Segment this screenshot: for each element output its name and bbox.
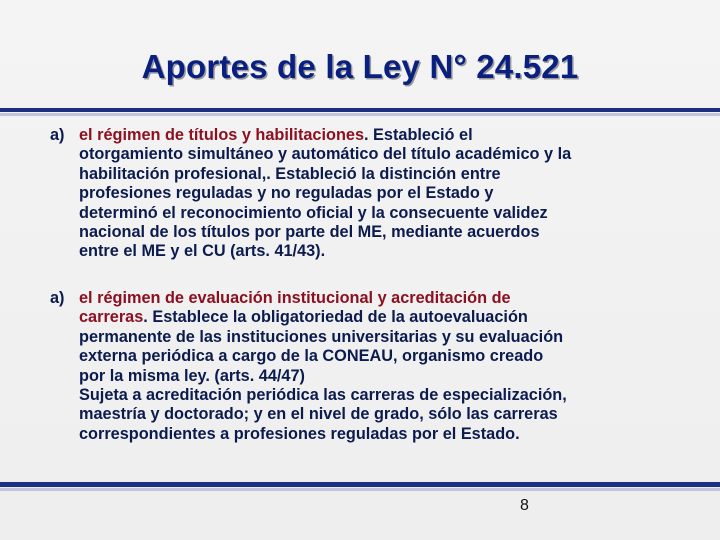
slide-title: Aportes de la Ley N° 24.521 xyxy=(141,48,579,85)
list-item xyxy=(50,289,695,444)
top-rule xyxy=(0,108,720,112)
list-marker: a) xyxy=(50,289,65,307)
list-marker: a) xyxy=(50,126,65,144)
list-item-body xyxy=(79,126,695,262)
bottom-rule-shadow xyxy=(0,488,720,491)
highlighted-topic: el régimen de evaluación institucional y acreditación de carreras xyxy=(79,289,511,327)
top-rule-shadow xyxy=(0,113,720,116)
page-number: 8 xyxy=(520,497,529,514)
item-text: . Estableció el otorgamiento simultáneo y automático del título académico y la habilitación profesional,. Estableció la distinción entre profesiones reguladas y no reguladas por el Estado y determinó el reconocimiento oficial y la consecuente validez nacional de los títulos por parte del ME, mediante acuerdos entre el ME y el CU (arts. 41/43). xyxy=(79,126,572,261)
list-item-body xyxy=(79,289,695,444)
bottom-rule xyxy=(0,482,720,487)
list-item xyxy=(50,126,695,262)
item-text: . Establece la obligatoriedad de la autoevaluación permanente de las instituciones universitarias y su evaluación externa periódica a cargo de la CONEAU, organismo creado por la misma ley. (arts. 44/47) Sujeta a acreditación periódica las carreras de especialización, maestría y doctorado; y en el nivel de grado, sólo las carreras correspondientes a profesiones reguladas por el Estado. xyxy=(79,308,567,443)
highlighted-topic: el régimen de títulos y habilitaciones xyxy=(79,126,364,144)
